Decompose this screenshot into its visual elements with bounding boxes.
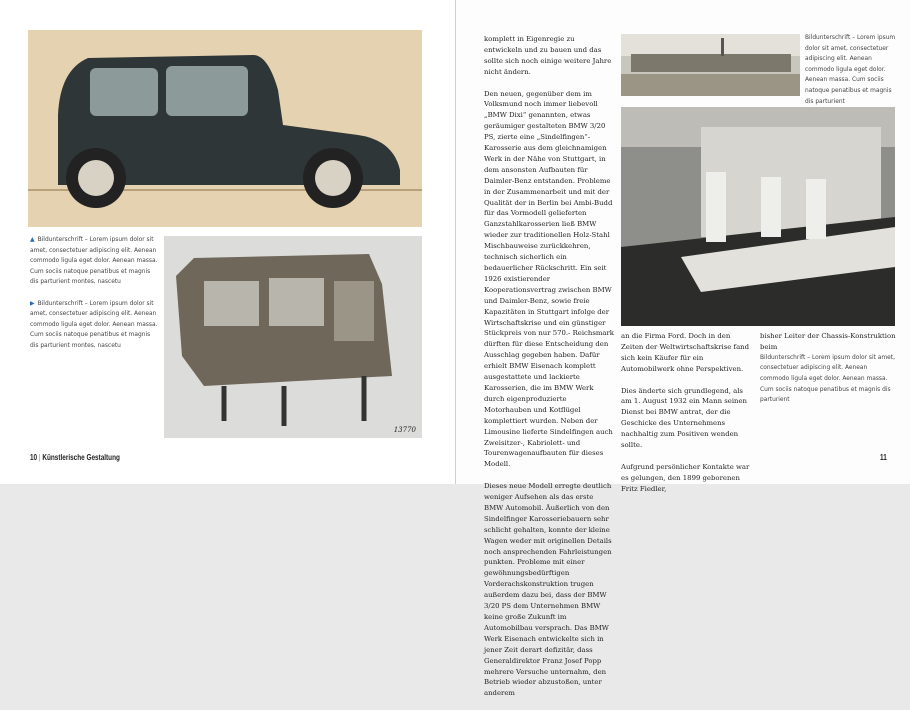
page-number: 11 (880, 453, 887, 462)
car-body-photo (164, 236, 422, 438)
factory-aerial-photo (621, 34, 800, 96)
paragraph: Den neuen, gegenüber dem im Volksmund noch immer liebevoll „BMW Dixi“ genannten, etwas geräumiger gestalteten BMW 3/20 PS, zierte eine „Sindelfingen“-Karosserie aus dem gleichnamigen Werk in der Nähe von Stuttgart, in dem ansonsten Aufbauten für Daimler-Benz entstanden. Probleme in der Zusammenarbeit und mit der Qualität der in Berlin bei Ambi-Budd für das Vormodell gelieferten Ganzstahlkarosserien ließ BMW wieder zur traditionellen Holz-Stahl Mischbauweise zurückkehren, technisch sicherlich ein bedauerlicher Rückschritt. Ein seit 1926 existierender Kooperationsvertrag zwischen BMW und Daimler-Benz, sowie freie Kapazitäten in Stuttgart infolge der Wirtschaftskrise und ein günstiger Stückpreis von nur 570.- Reichsmark dürften für diese Entscheidung den Ausschlag gegeben haben. Dafür erhielt BMW Eisenach komplett ausgestattete und lackierte Karosserien, die im BMW Werk durch eigenproduzierte Motorhauben und Kotflügel komplettiert wurden. Neben der Limousine lieferte Sindelfingen auch Zweisitzer-, Kabriolett- und Tourenwagenaufbauten für dieses Modell. (484, 89, 614, 469)
section-title: Künstlerische Gestaltung (42, 453, 120, 462)
paragraph: Aufgrund persönlicher Kontakte war es gelungen, den 1899 geborenen Fritz Fiedler, (621, 462, 750, 493)
triangle-up-icon: ▲ (30, 236, 35, 243)
caption-right: ▶ Bildunterschrift – Lorem ipsum dolor sit amet, consectetuer adipiscing elit. Aenean commodo ligula eget dolor. Aenean massa. Cum sociis natoque penatibus et magnis dis parturient montes, nascetu (30, 299, 158, 349)
photo-number: 13770 (393, 426, 416, 434)
right-page (456, 0, 910, 698)
paragraph: an die Firma Ford. Doch in den Zeiten der Weltwirtschaftskrise fand sich kein Käufer für ein Automobilwerk ohne Perspektiven. (621, 332, 750, 373)
paragraph: bisher Leiter der Chassis-Konstruktion beim (760, 332, 896, 351)
text-column-2 (621, 331, 753, 505)
caption-top: ▲ Bildunterschrift – Lorem ipsum dolor sit amet, consectetuer adipiscing elit. Aenean commodo ligula eget dolor. Aenean massa. Cum sociis natoque penatibus et magnis dis parturient montes, nascetu (30, 236, 158, 286)
page-footer-left (30, 453, 120, 462)
paragraph: Dieses neue Modell erregte deutlich weniger Aufsehen als das erste BMW Automobil. Äußerlich von den Sindelfinger Karosseriebauern sehr schlicht gehalten, konnte der kleine Wagen weder mit originellen Details noch ansprechenden Fahrleistungen punkten. Probleme mit einer gewöhnungsbedürftigen Vorderachskonstruktion trugen außerdem dazu bei, dass der BMW 3/20 PS dem Unternehmen BMW keine große Zukunft im Automobilbau versprach. Das BMW Werk Eisenach entwickelte sich in jener Zeit derart defizitär, dass Generaldirektor Franz Josef Popp mehrere Versuche unternahm, den Betrieb wieder abzustoßen, unter anderem (484, 482, 612, 698)
paragraph: komplett in Eigenregie zu entwickeln und zu bauen und das sollte sich noch einige weitere Jahre nicht ändern. (484, 35, 612, 76)
triangle-right-icon: ▶ (30, 299, 35, 307)
left-page (0, 0, 455, 484)
design-studio-photo (621, 107, 895, 326)
paragraph: Dies änderte sich grundlegend, als am 1. August 1932 ein Mann seinen Dienst bei BMW antrat, der die Geschicke des Unternehmens nachhaltig zum Positiven wenden sollte. (621, 386, 747, 450)
page-number: 10 (30, 453, 38, 462)
caption-bottom-right: Bildunterschrift – Lorem ipsum dolor sit amet, consectetuer adipiscing elit. Aenean commodo ligula eget dolor. Aenean massa. Cum sociis natoque penatibus et magnis dis parturient (760, 354, 895, 404)
text-column-1 (484, 34, 614, 710)
text-column-3 (760, 331, 898, 406)
car-side-illustration (28, 30, 422, 227)
caption-top-right: Bildunterschrift – Lorem ipsum dolor sit amet, consectetuer adipiscing elit. Aenean commodo ligula eget dolor. Aenean massa. Cum sociis natoque penatibus et magnis dis parturient (805, 35, 896, 105)
left-captions (30, 235, 160, 362)
folio-separator: | (38, 453, 41, 462)
